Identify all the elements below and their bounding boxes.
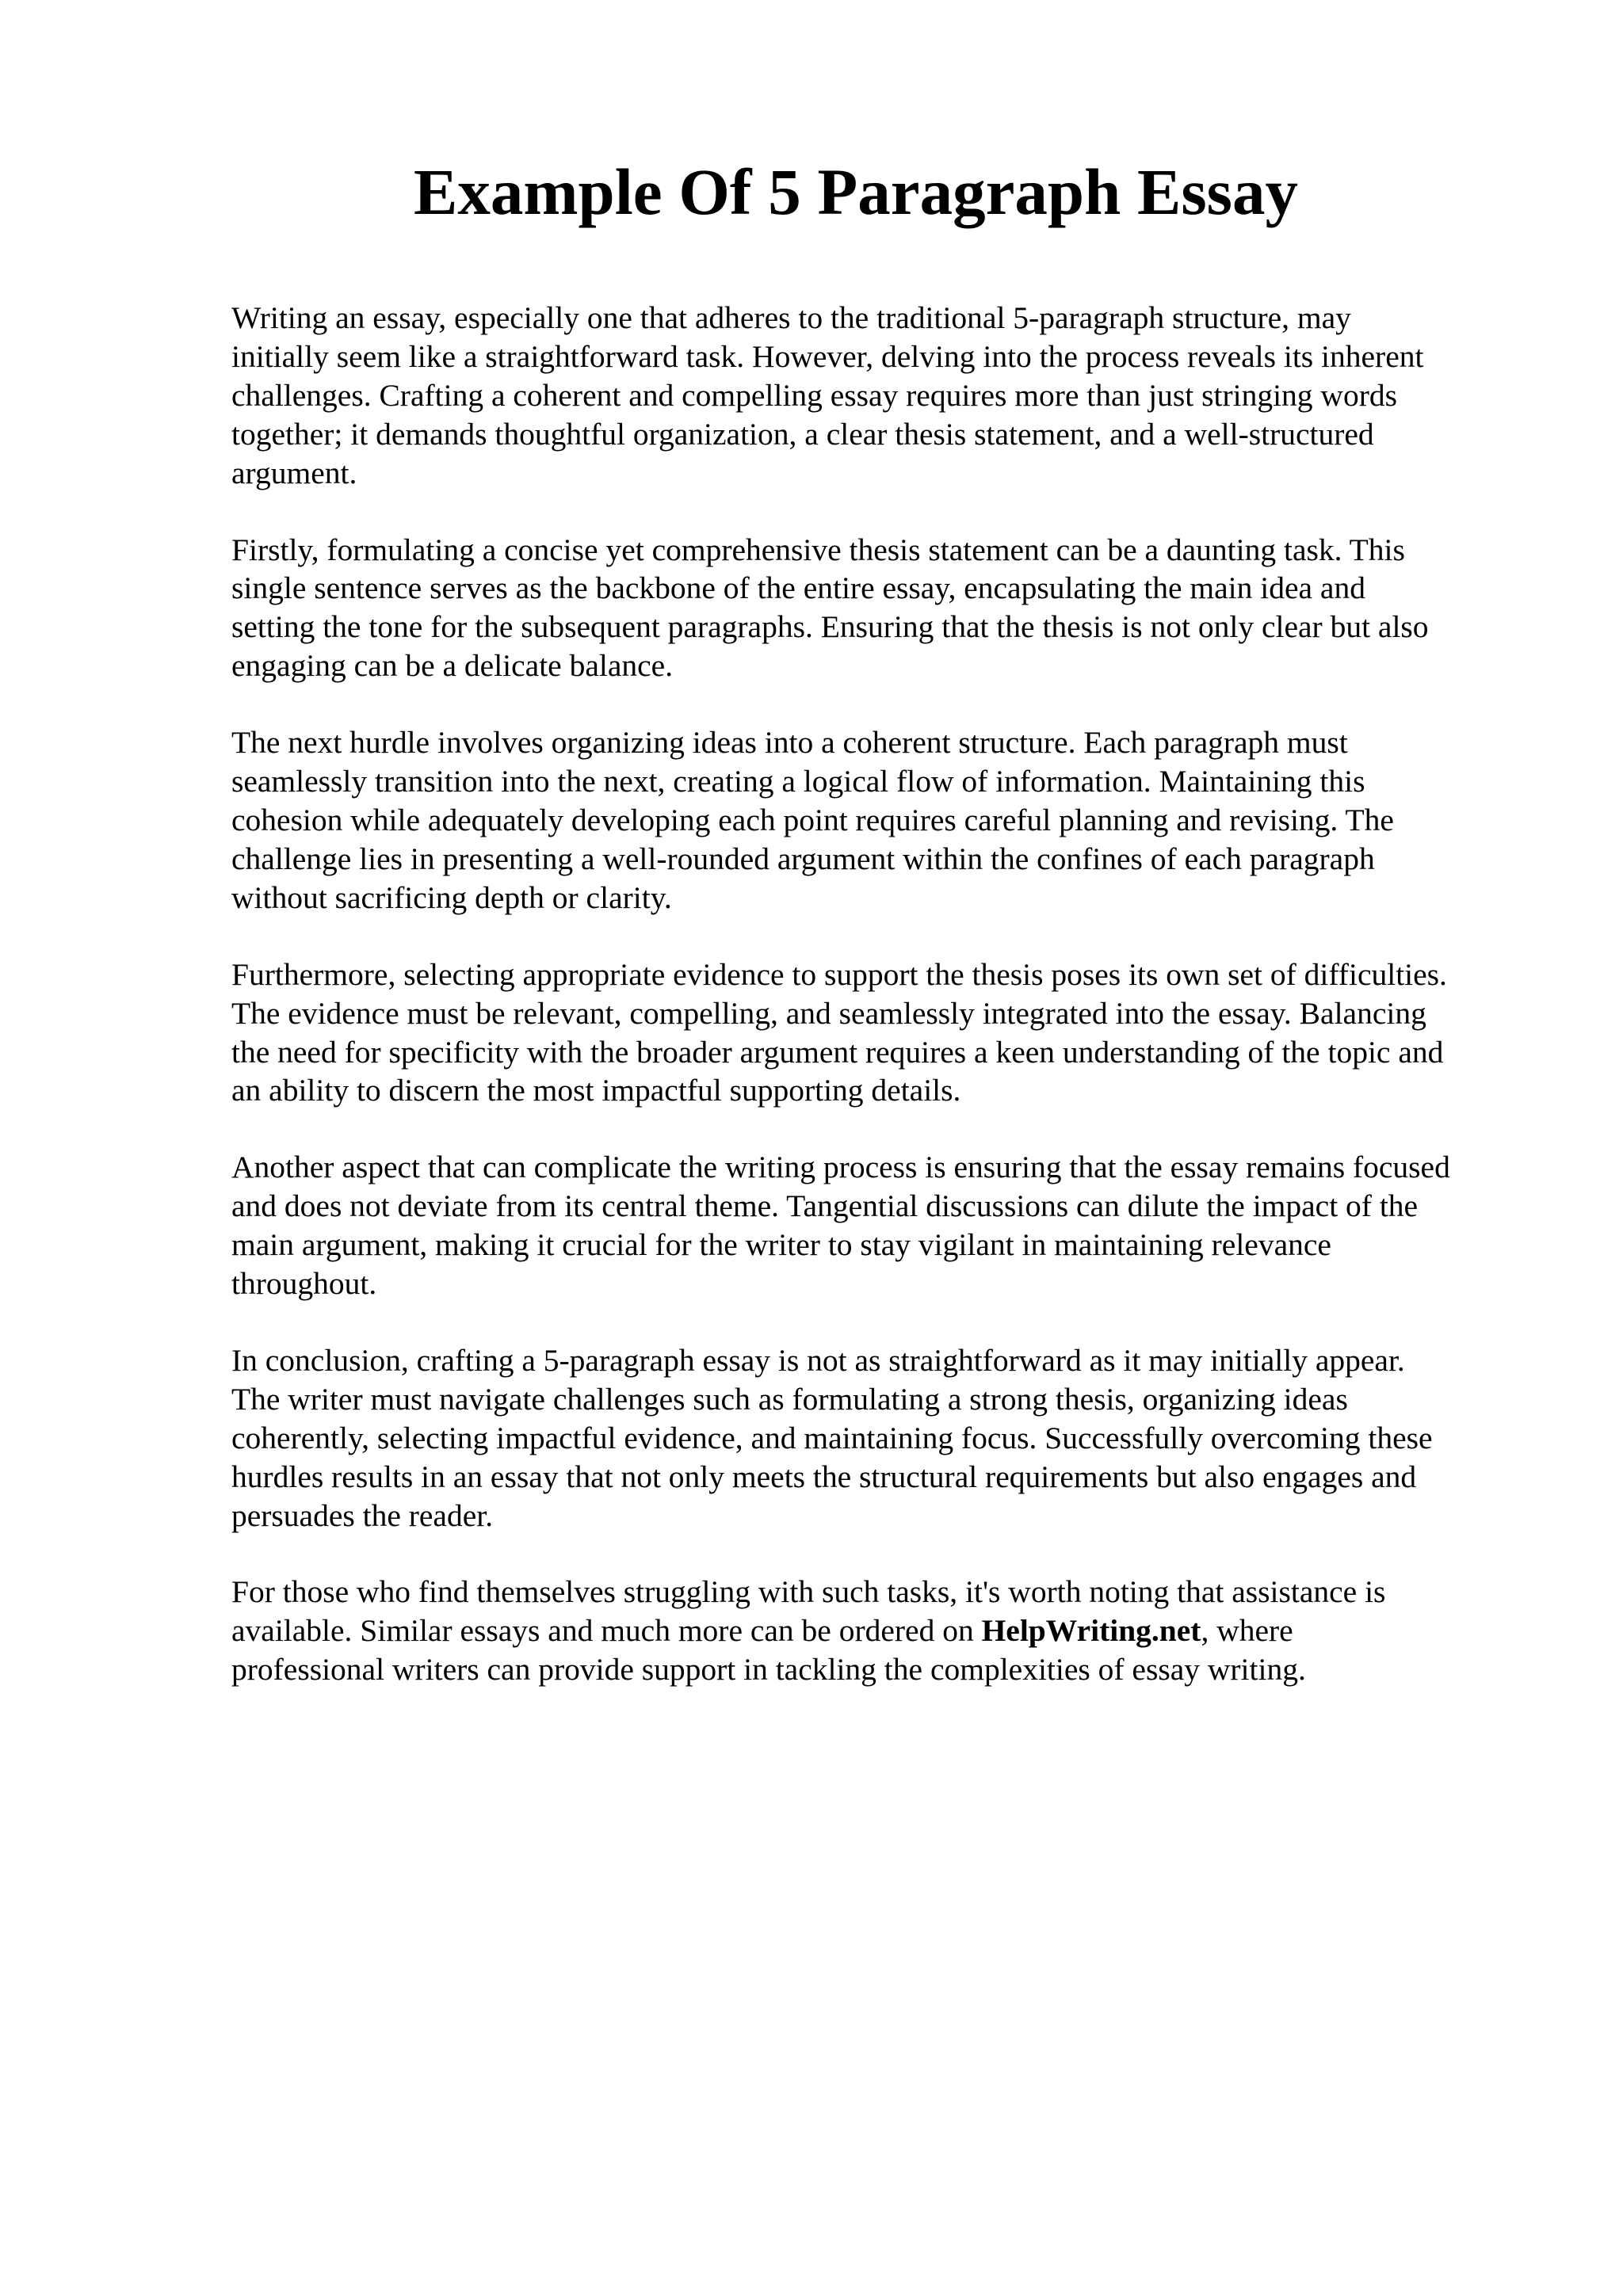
text-line: Another aspect that can complicate the writing process is ensuring that the essay remains focused <box>231 1150 1450 1185</box>
text-segment: available. Similar essays and much more can be ordered on <box>231 1613 982 1649</box>
text-line: without sacrificing depth or clarity. <box>231 879 672 915</box>
paragraph-3 <box>231 723 1515 917</box>
text-line: The next hurdle involves organizing ideas into a coherent structure. Each paragraph must <box>231 725 1348 761</box>
text-line: hurdles results in an essay that not only meets the structural requirements but also engages and <box>231 1459 1417 1494</box>
paragraph-5 <box>231 1148 1515 1303</box>
text-line: The evidence must be relevant, compelling, and seamlessly integrated into the essay. Balancing <box>231 995 1426 1031</box>
text-line: challenges. Crafting a coherent and compelling essay requires more than just stringing words <box>231 377 1397 413</box>
text-line: throughout. <box>231 1266 377 1302</box>
document-body <box>231 299 1515 1727</box>
text-line: coherently, selecting impactful evidence, and maintaining focus. Successfully overcoming these <box>231 1420 1433 1455</box>
text-line: and does not deviate from its central theme. Tangential discussions can dilute the impact of the <box>231 1188 1419 1224</box>
text-line: initially seem like a straightforward task. However, delving into the process reveals its inherent <box>231 338 1424 374</box>
text-line <box>231 1611 1515 1650</box>
text-line: setting the tone for the subsequent paragraphs. Ensuring that the thesis is not only clear but also <box>231 609 1429 645</box>
paragraph-2 <box>231 531 1515 686</box>
text-line: persuades the reader. <box>231 1497 494 1533</box>
paragraph-4 <box>231 955 1515 1111</box>
text-line: For those who find themselves struggling with such tasks, it's worth noting that assistance is <box>231 1574 1386 1610</box>
text-line: Writing an essay, especially one that adheres to the traditional 5-paragraph structure, may <box>231 300 1351 335</box>
closing-paragraph <box>231 1573 1515 1689</box>
paragraph-1 <box>231 299 1515 493</box>
text-line: seamlessly transition into the next, creating a logical flow of information. Maintaining this <box>231 764 1365 799</box>
text-line: Furthermore, selecting appropriate evidence to support the thesis poses its own set of difficulties. <box>231 956 1447 992</box>
text-line: In conclusion, crafting a 5-paragraph essay is not as straightforward as it may initially appear. <box>231 1342 1405 1378</box>
text-line: The writer must navigate challenges such as formulating a strong thesis, organizing ideas <box>231 1381 1348 1417</box>
text-line: Firstly, formulating a concise yet comprehensive thesis statement can be a daunting task. This <box>231 532 1405 567</box>
text-line: main argument, making it crucial for the writer to stay vigilant in maintaining relevance <box>231 1227 1331 1263</box>
text-line: the need for specificity with the broader argument requires a keen understanding of the topic and <box>231 1034 1444 1070</box>
text-line: argument. <box>231 455 357 490</box>
document-title: Example Of 5 Paragraph Essay <box>414 155 1298 228</box>
text-line: engaging can be a delicate balance. <box>231 648 674 684</box>
helpwriting-link[interactable]: HelpWriting.net <box>981 1613 1201 1649</box>
text-line: single sentence serves as the backbone of the entire essay, encapsulating the main idea and <box>231 570 1365 606</box>
paragraph-6 <box>231 1341 1515 1535</box>
text-line: challenge lies in presenting a well-rounded argument within the confines of each paragraph <box>231 841 1375 876</box>
text-line: cohesion while adequately developing each point requires careful planning and revising. The <box>231 802 1394 837</box>
text-line: professional writers can provide support in tackling the complexities of essay writing. <box>231 1652 1306 1688</box>
text-line: together; it demands thoughtful organization, a clear thesis statement, and a well-structured <box>231 416 1374 452</box>
text-segment: , where <box>1201 1613 1293 1649</box>
text-line: an ability to discern the most impactful supporting details. <box>231 1073 961 1108</box>
